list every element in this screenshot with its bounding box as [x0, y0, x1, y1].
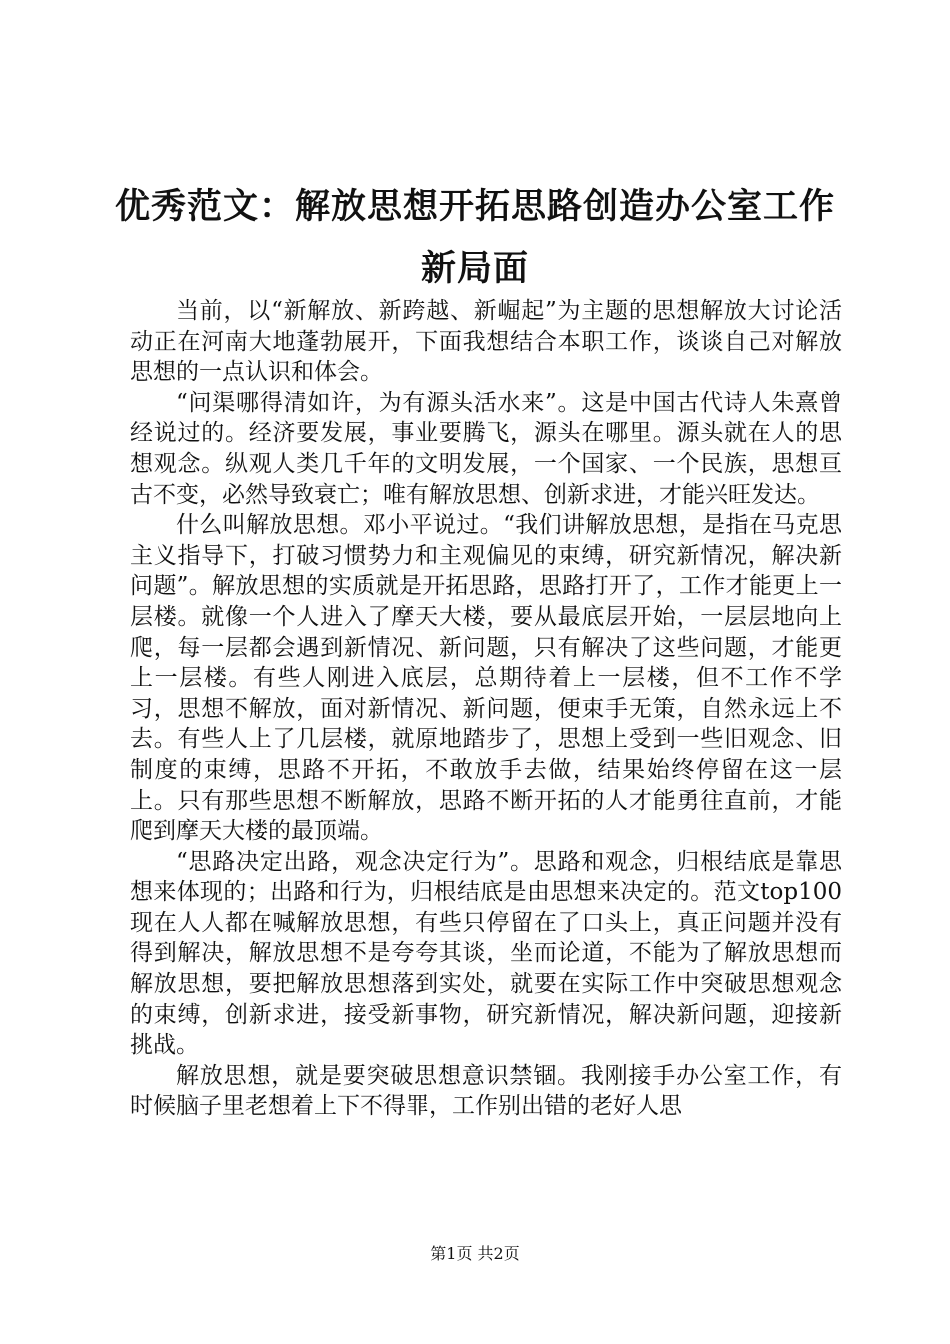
- paragraph-1: 当前，以“新解放、新跨越、新崛起”为主题的思想解放大讨论活动正在河南大地蓬勃展开，下面我想结合本职工作，谈谈自己对解放思想的一点认识和体会。: [130, 298, 842, 386]
- paragraph-2: “问渠哪得清如许，为有源头活水来”。这是中国古代诗人朱熹曾经说过的。经济要发展，事业要腾飞，源头在哪里。源头就在人的思想观念。纵观人类几千年的文明发展，一个国家、一个民族，思想亘古不变，必然导致衰亡；唯有解放思想、创新求进，才能兴旺发达。: [130, 389, 842, 508]
- paragraph-5: 解放思想，就是要突破思想意识禁锢。我刚接手办公室工作，有时候脑子里老想着上下不得罪，工作别出错的老好人思: [130, 1062, 842, 1120]
- document-title: [100, 176, 850, 300]
- page-footer: 第1页 共2页: [430, 1244, 520, 1263]
- title-line-2: 新局面: [420, 248, 529, 289]
- document-body: [130, 296, 842, 1122]
- title-line-1: 优秀范文：解放思想开拓思路创造办公室工作: [114, 186, 835, 227]
- paragraph-4: “思路决定出路，观念决定行为”。思路和观念，归根结底是靠思想来体现的；出路和行为，归根结底是由思想来决定的。范文top100现在人人都在喊解放思想，有些只停留在了口头上，真正问题并没有得到解决，解放思想不是夸夸其谈，坐而论道，不能为了解放思想而解放思想，要把解放思想落到实处，就要在实际工作中突破思想观念的束缚，创新求进，接受新事物，研究新情况，解决新问题，迎接新挑战。: [130, 848, 842, 1059]
- paragraph-3: 什么叫解放思想。邓小平说过。“我们讲解放思想，是指在马克思主义指导下，打破习惯势力和主观偏见的束缚，研究新情况，解决新问题”。解放思想的实质就是开拓思路，思路打开了，工作才能更上一层楼。就像一个人进入了摩天大楼，要从最底层开始，一层层地向上爬，每一层都会遇到新情况、新问题，只有解决了这些问题，才能更上一层楼。有些人刚进入底层，总期待着上一层楼，但不工作不学习，思想不解放，面对新情况、新问题，便束手无策，自然永远上不去。有些人上了几层楼，就原地踏步了，思想上受到一些旧观念、旧制度的束缚，思路不开拓，不敢放手去做，结果始终停留在这一层上。只有那些思想不断解放，思路不断开拓的人才能勇往直前，才能爬到摩天大楼的最顶端。: [130, 512, 842, 845]
